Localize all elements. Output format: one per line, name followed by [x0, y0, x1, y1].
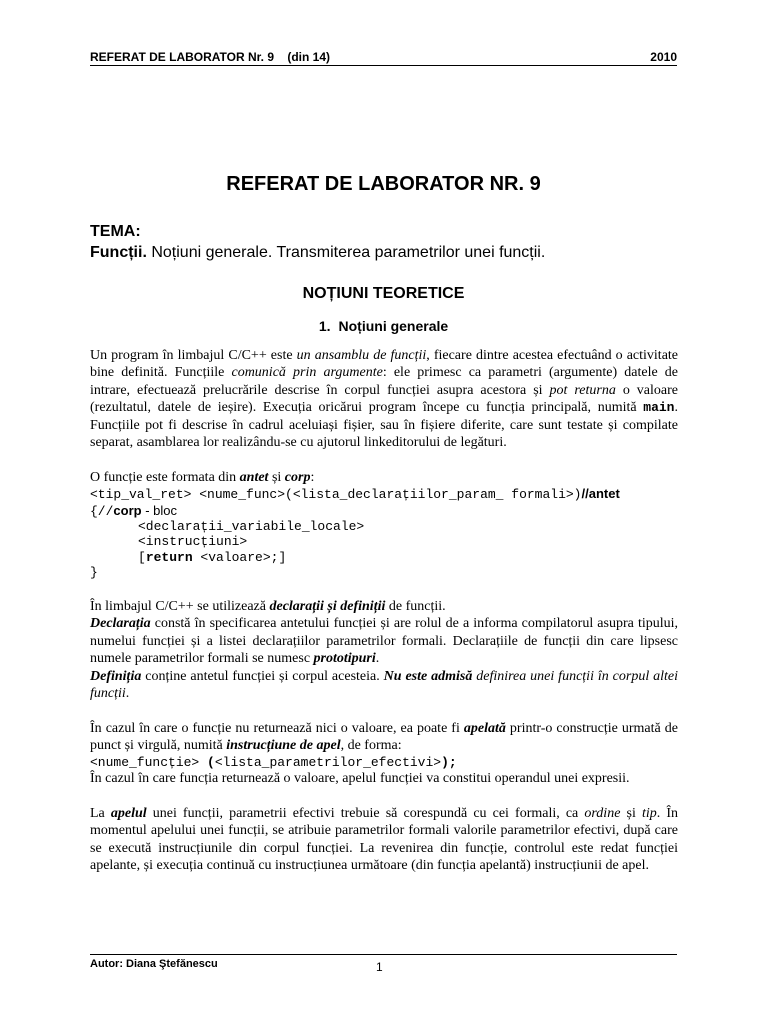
code-line-return: [return <valoare>;] — [138, 549, 287, 565]
footer-author: Autor: Diana Ştefănescu — [90, 958, 218, 970]
paragraph-return-value: În cazul în care funcția returnează o valoare, apelul funcției va constitui operandul unei expresii. — [90, 771, 630, 787]
code-line-body: {//corp - bloc — [90, 502, 177, 519]
code-line-header: <tip_val_ret> <nume_func>(<lista_declarațiilor_param_ formali>)//antet — [90, 486, 620, 503]
code-line-instructions: <instrucțiuni> — [138, 534, 248, 550]
topic-line — [90, 243, 690, 263]
paragraph-declarations: În limbajul C/C++ se utilizează declarații și definiții de funcții. — [90, 599, 446, 615]
document-title: REFERAT DE LABORATOR NR. 9 — [226, 173, 541, 195]
code-line-close: } — [90, 565, 98, 581]
subsection-number: 1. — [318, 318, 331, 334]
header-title: REFERAT DE LABORATOR Nr. 9 (din 14) — [90, 50, 331, 64]
page-header — [90, 49, 677, 66]
subsection-title — [90, 317, 677, 335]
page-footer — [90, 954, 677, 974]
call-syntax: <nume_funcție> (<lista_parametrilor_efectivi>); — [90, 754, 457, 770]
topic-rest: Noțiuni generale. Transmiterea parametrilor unei funcții. — [146, 244, 546, 261]
paragraph-call: În cazul în care o funcție nu returnează nici o valoare, ea poate fi apelată printr-o construcție urmată de punct și virgulă, numită instrucțiune de apel, de forma: — [90, 720, 678, 754]
topic-label: TEMA: — [90, 223, 141, 240]
code-block — [90, 486, 678, 580]
paragraph-definition-def: Definiția conține antetul funcției și corpul acesteia. Nu este admisă definirea unei funcții în corpul altei funcții. — [90, 668, 678, 702]
document-body — [90, 347, 678, 875]
topic-bold: Funcții. — [90, 244, 147, 261]
code-line-locals: <declarații_variabile_locale> — [138, 519, 365, 535]
section-title: NOȚIUNI TEORETICE — [302, 285, 465, 302]
page-number: 1 — [376, 960, 383, 974]
paragraph-declaration-def: Declarația constă în specificarea antetului funcției și are rolul de a informa compilatorul asupra tipului, numelui funcției și a listei declarațiilor parametrilor formali. Declarațiile de funcții din care lipsesc numele parametrilor formali se numesc prototipuri. — [90, 616, 678, 667]
paragraph-parameters: La apelul unei funcții, parametrii efectivi trebuie să corespundă cu cei formali, ca ordine și tip. În momentul apelului unei funcții, se atribuie parametrilor formali valorile parametrilor efectivi, după care se execută instrucțiunile din corpul funcției. La revenirea din funcție, controlul este redat funcției apelante, și execuția continuă cu instrucțiunea următoare (din funcția apelantă) instrucțiunii de apel. — [90, 805, 678, 874]
header-year: 2010 — [650, 50, 677, 64]
subsection-text: Noțiuni generale — [338, 318, 449, 334]
paragraph-function-structure: O funcție este formata din antet și corp: — [90, 469, 315, 485]
paragraph-intro: Un program în limbajul C/C++ este un ansamblu de funcții, fiecare dintre acestea efectuând o activitate bine definită. Funcțiile comunică prin argumente: ele primesc ca parametri (argumente) datele de intrare, efectuează prelucrările descrise în corpul funcției asupra acestora și pot returna o valoare (rezultatul, datele de ieșire). Execuția oricărui program începe cu funcția principală, numită main. Funcțiile pot fi descrise în cadrul aceluiași fișier, sau în fișiere diferite, care sunt testate și compilate separat, asamblarea lor realizându-se cu ajutorul linkeditorului de legături. — [90, 348, 679, 451]
